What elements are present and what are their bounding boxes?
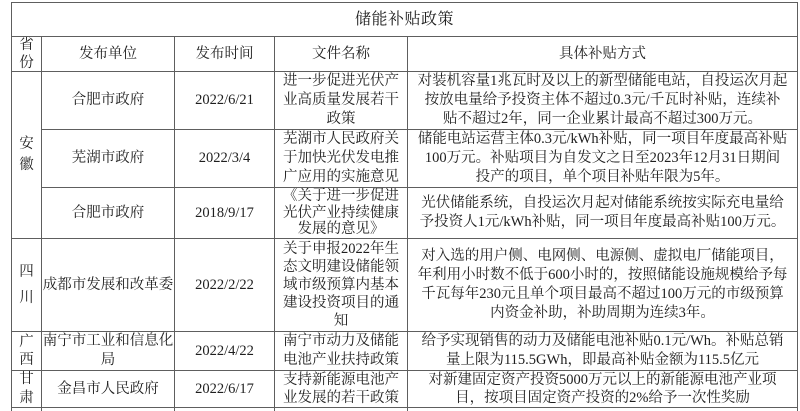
header-province-cell xyxy=(12,37,41,71)
publisher-cell xyxy=(42,72,174,129)
subsidy-line: 目，按项目固定资产投资的2%给予一次性奖励 xyxy=(455,390,750,406)
page-title: 储能补贴政策 xyxy=(354,11,454,28)
date-cell xyxy=(175,239,274,331)
province-cell xyxy=(12,371,41,407)
publisher-text: 局 xyxy=(100,352,116,368)
subsidy-line: 予投资人1元/kWh补贴，同一项目年度最高补贴100万元。 xyxy=(419,214,786,230)
file-name-cell xyxy=(275,72,407,129)
file-name-line: 南宁市动力及储能 xyxy=(283,333,399,349)
file-name-cell xyxy=(275,188,407,238)
header-subsidy-cell xyxy=(408,37,797,71)
file-name-line: 知 xyxy=(333,313,349,329)
file-name-line: 关于申报2022年生 xyxy=(283,241,399,257)
subsidy-line: 储能电站运营主体0.3元/kWh补贴，同一项目年度最高补贴 xyxy=(417,131,788,147)
publish-date: 2022/6/17 xyxy=(195,380,254,397)
publisher-cell xyxy=(42,188,174,238)
date-cell xyxy=(175,130,274,187)
file-name-line: 业发展的若干政策 xyxy=(283,390,399,406)
subsidy-cell xyxy=(408,72,797,129)
subsidy-line: 对新建固定资产投资5000万元以上的新能源电池产业项 xyxy=(428,372,777,388)
file-name-line: 于加快光伏发电推 xyxy=(283,150,399,166)
file-name-cell xyxy=(275,371,407,407)
province-cell xyxy=(12,239,41,331)
file-name-line: 芜湖市人民政府关 xyxy=(283,131,399,147)
file-name-cell xyxy=(275,130,407,187)
header-file-name-cell xyxy=(275,37,407,71)
publisher-text: 金昌市人民政府 xyxy=(57,380,159,397)
subsidy-line: 千瓦每年230元且单个项目最高不超过100万元的市级预算 xyxy=(421,286,784,302)
publisher-text: 合肥市政府 xyxy=(71,92,145,108)
file-name-line: 建设投资项目的通 xyxy=(283,295,399,311)
province-cell xyxy=(12,332,41,370)
header-publisher-cell xyxy=(42,37,174,71)
province-name: 安徽 xyxy=(19,136,34,173)
subsidy-cell xyxy=(408,239,797,331)
file-name-line: 《关于进一步促进 xyxy=(283,188,399,205)
subsidy-line: 按放电量给予投资主体不超过0.3元/千瓦时补贴，连续补 xyxy=(424,92,781,108)
file-name-line: 进一步促进光伏产 xyxy=(283,73,399,89)
date-cell xyxy=(175,188,274,238)
subsidy-line: 对装机容量1兆瓦时及以上的新型储能电站，自投运次月起 xyxy=(417,73,788,89)
date-cell xyxy=(175,72,274,129)
publish-date: 2018/9/17 xyxy=(195,204,254,221)
file-name-line: 广应用的实施意见 xyxy=(283,169,399,185)
table-title-cell xyxy=(12,3,797,36)
file-name-line: 光伏产业持续健康 xyxy=(283,204,399,221)
province-name: 甘肃 xyxy=(19,371,34,406)
publisher-text: 成都市发展和改革委 xyxy=(42,276,174,293)
publisher-text: 合肥市政府 xyxy=(71,204,145,221)
subsidy-line: 光伏储能系统，自投运次月起对储能系统按实际充电量给 xyxy=(421,195,784,211)
publish-date: 2022/4/22 xyxy=(195,342,254,359)
subsidy-cell xyxy=(408,371,797,407)
publisher-text: 芜湖市政府 xyxy=(71,150,145,166)
header-publisher: 发布单位 xyxy=(79,45,137,62)
publisher-cell xyxy=(42,332,174,370)
file-name-line: 支持新能源电池产 xyxy=(283,372,399,388)
publish-date: 2022/3/4 xyxy=(198,150,251,166)
subsidy-line: 100万元。补贴项目为自发文之日至2023年12月31日期间 xyxy=(424,150,781,166)
publisher-cell xyxy=(42,239,174,331)
subsidy-line: 贴不超过2年，同一企业累计最高不超过300万元。 xyxy=(443,111,762,127)
publisher-text: 南宁市工业和信息化 xyxy=(42,333,174,349)
header-date: 发布时间 xyxy=(195,45,254,62)
file-name-line: 业高质量发展若干 xyxy=(283,92,399,108)
file-name-line: 电池产业扶持政策 xyxy=(283,352,399,368)
subsidy-line: 对入选的用户侧、电网侧、电源侧、虚拟电厂储能项目， xyxy=(421,248,784,264)
file-name-cell xyxy=(275,239,407,331)
subsidy-line: 给予实现销售的动力及储能电池补贴0.1元/Wh。补贴总销 xyxy=(421,333,784,349)
province-name: 四川 xyxy=(19,264,34,306)
header-file-name: 文件名称 xyxy=(312,45,370,62)
subsidy-cell xyxy=(408,188,797,238)
date-cell xyxy=(175,332,274,370)
publisher-cell xyxy=(42,130,174,187)
date-cell xyxy=(175,371,274,407)
file-name-line: 态文明建设储能领 xyxy=(283,259,399,275)
header-subsidy: 具体补贴方式 xyxy=(559,45,646,62)
subsidy-line: 投产的项目，单个项目补贴年限为5年。 xyxy=(475,169,730,185)
file-name-line: 域市级预算内基本 xyxy=(283,277,399,293)
publish-date: 2022/2/22 xyxy=(195,276,254,293)
subsidy-policy-table xyxy=(11,2,798,411)
province-cell xyxy=(12,72,41,238)
subsidy-line: 量上限为115.5GWh，即最高补贴金额为115.5亿元 xyxy=(445,352,760,368)
publisher-cell xyxy=(42,371,174,407)
subsidy-line: 年利用小时数不低于600小时的，按照储能设施规模给予每 xyxy=(417,267,788,283)
publish-date: 2022/6/21 xyxy=(195,92,254,108)
subsidy-cell xyxy=(408,332,797,370)
header-date-cell xyxy=(175,37,274,71)
subsidy-cell xyxy=(408,130,797,187)
file-name-cell xyxy=(275,332,407,370)
file-name-line: 发展的意见》 xyxy=(297,221,385,238)
file-name-line: 政策 xyxy=(326,111,356,127)
subsidy-line: 内资金补助，补助周期为连续3年。 xyxy=(490,305,715,321)
header-province: 省份 xyxy=(19,37,34,71)
province-name: 广西 xyxy=(19,334,34,368)
